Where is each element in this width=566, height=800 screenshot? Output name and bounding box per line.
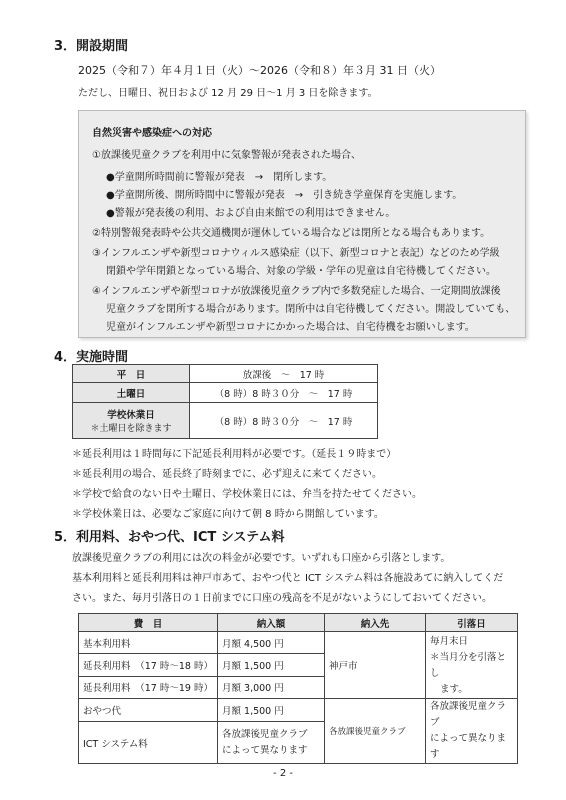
fee-item: 延長利用料 （17 時～18 時） [79,654,218,676]
debit-city-line1: 毎月末日 [430,636,469,647]
schedule-time: （8 時）8 時３０分 ～ 17 時 [190,403,378,439]
disaster-title: 自然災害や感染症への対応 [92,128,212,139]
table-row [79,614,518,632]
schedule-note: ＊延長利用の場合、延長終了時刻までに、必ず迎えに来てください。 [72,469,382,480]
disaster-item-3-line1: ③インフルエンザや新型コロナウィルス感染症（以下、新型コロナと表記）などのため学級 [92,248,500,259]
page-number: - 2 - [273,768,293,779]
fee-amount-line1: 各放課後児童クラブ [222,728,308,740]
table-row [73,403,378,439]
schedule-table [72,364,378,439]
debit-club-cell [426,699,518,764]
fee-header: 納入額 [218,614,325,632]
payee-club: 各放課後児童クラブ [325,699,426,764]
disaster-item-1: ①放課後児童クラブを利用中に気象警報が発表された場合、 [92,150,361,161]
payee-city: 神戸市 [325,632,426,699]
schedule-label: 平 日 [73,365,190,383]
section3-heading: 3．開設期間 [54,39,129,54]
fee-item: 基本利用料 [79,632,218,654]
disaster-item-4-line2: 児童クラブを閉所する場合があります。閉所中は自宅待機してください。開設していても、 [106,304,516,315]
fee-header: 納入先 [325,614,426,632]
fee-header: 引落日 [426,614,518,632]
opening-period: 2025（令和７）年４月１日（火）～2026（令和８）年３月 31 日（火） [78,64,441,77]
closed-days-note: ただし、日曜日、祝日および 12 月 29 日～1 月 3 日を除きます。 [78,88,378,99]
fee-item: 延長利用料 （17 時～19 時） [79,676,218,698]
fee-amount: 月額 1,500 円 [218,699,325,722]
fee-amount-cell [218,722,325,764]
section5-heading: 5．利用料、おやつ代、ICT システム料 [54,530,285,545]
table-row [79,699,518,722]
fee-amount: 月額 3,000 円 [218,676,325,698]
fee-paragraph-2: 基本利用料と延長利用料は神戸市あて、おやつ代と ICT システム料は各施設あてに納入してくだ [72,573,504,584]
disaster-item-4-line1: ④インフルエンザや新型コロナが放課後児童クラブ内で多数発症した場合、一定期間放課後 [92,286,501,297]
schedule-note: ＊学校休業日は、必要なご家庭に向けて朝 8 時から開館しています。 [72,509,384,520]
schedule-label: 学校休業日 [107,410,155,421]
fee-amount: 月額 1,500 円 [218,654,325,676]
debit-city-cell [426,632,518,699]
schedule-label-cell [73,403,190,439]
disaster-bullet-3: ●警報が発表後の利用、および自由来館での利用はできません。 [106,208,396,219]
debit-club-line2: によって異なります [430,733,507,760]
schedule-time: （8 時）8 時３０分 ～ 17 時 [190,383,378,403]
schedule-note: ＊延長利用は１時間毎に下記延長利用料が必要です。（延長１９時まで） [72,449,397,460]
disaster-item-4-line3: 児童がインフルエンザや新型コロナにかかった場合は、自宅待機をお願いします。 [106,322,475,333]
fee-item: おやつ代 [79,699,218,722]
fee-amount: 月額 4,500 円 [218,632,325,654]
section4-heading: 4．実施時間 [54,350,129,365]
fee-table [78,613,518,764]
debit-club-line1: 各放課後児童クラブ [430,701,507,728]
fee-amount-line2: によって異なります [222,744,308,756]
table-row [73,383,378,403]
disaster-bullet-1: ●学童開所時間前に警報が発表 → 閉所します。 [106,172,333,183]
disaster-item-3-line2: 閉鎖や学年閉鎖となっている場合、対象の学級・学年の児童は自宅待機してください。 [106,266,496,277]
schedule-label: 土曜日 [73,383,190,403]
debit-city-line2: ＊当月分を引落とし [430,652,507,679]
disaster-item-2: ②特別警報発表時や公共交通機関が運休している場合などは閉所となる場合もあります。 [92,228,491,239]
table-row [79,632,518,654]
fee-item: ICT システム料 [79,722,218,764]
table-row [73,365,378,383]
fee-header: 費 目 [79,614,218,632]
debit-city-line3: ます。 [440,684,468,695]
fee-paragraph-3: さい。また、毎月引落日の１日前までに口座の残高を不足がないようにしておいてください。 [72,593,492,604]
fee-paragraph-1: 放課後児童クラブの利用には次の料金が必要です。いずれも口座から引落とします。 [72,553,451,564]
schedule-note: ＊学校で給食のない日や土曜日、学校休業日には、弁当を持たせてください。 [72,489,422,500]
schedule-time: 放課後 ～ 17 時 [190,365,378,383]
disaster-bullet-2: ●学童開所後、開所時間中に警報が発表 → 引き続き学童保育を実施します。 [106,190,463,201]
schedule-sub-label: ＊土曜日を除きます [90,424,172,434]
